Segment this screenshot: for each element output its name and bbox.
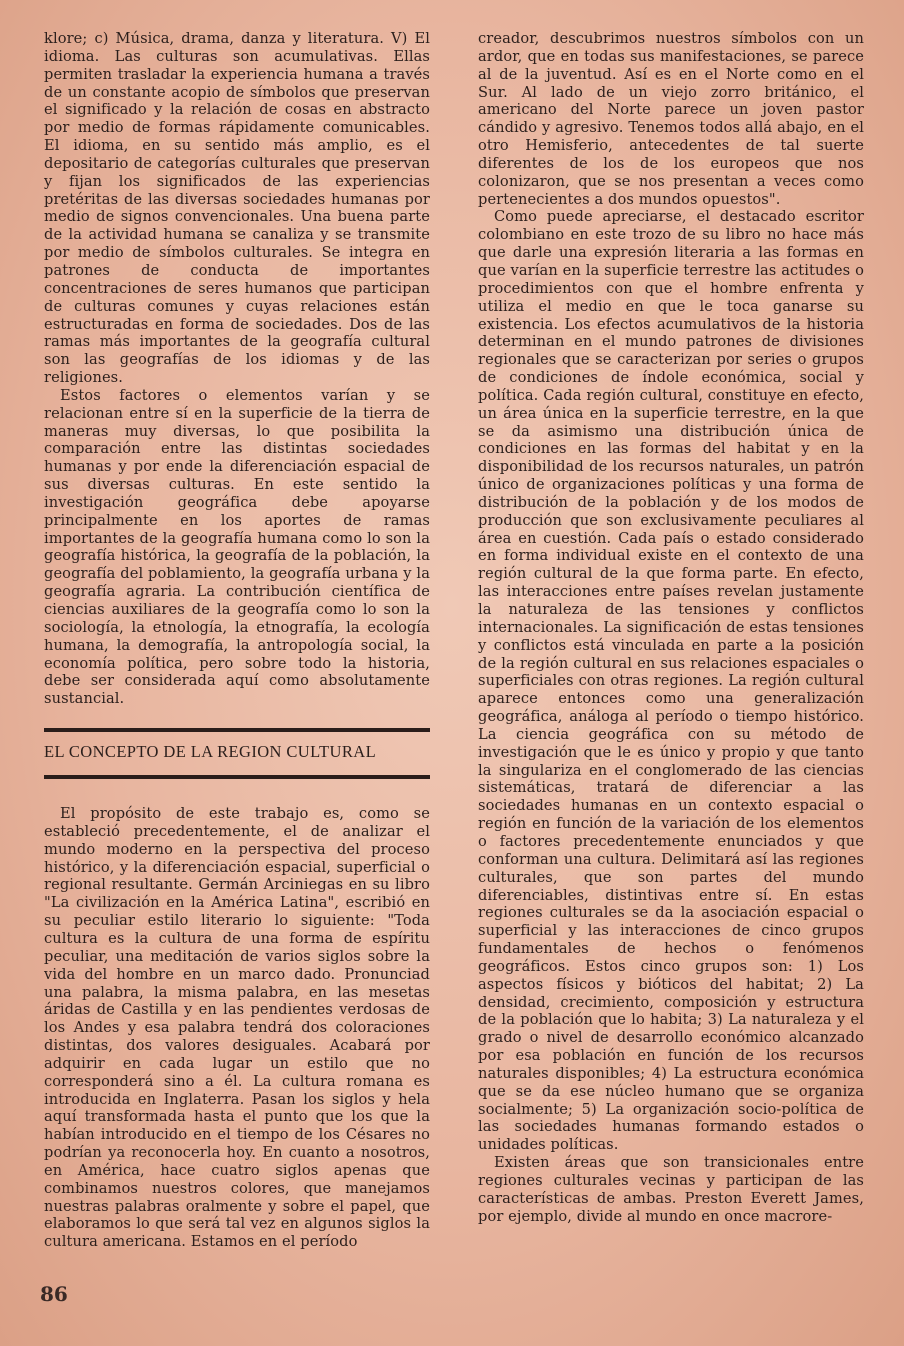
heading-rule-bottom <box>44 775 430 779</box>
left-paragraph-2: Estos factores o elementos varían y se relacionan entre sí en la superficie de la tierra de maneras muy diversas, lo que posibilita la comparación entre las distintas sociedades humanas y por ende la diferenciación espacial de sus diversas culturas. En este sentido la investigación geográfica debe apoyarse principalmente en los aportes de ramas importantes de la geografía humana como lo son la geografía histórica, la geografía de la población, la geografía del poblamiento, la geografía urbana y la geografía agraria. La contribución científica de ciencias auxiliares de la geografía como lo son la sociología, la etnología, la etnografía, la ecología humana, la demografía, la antropología social, la economía política, pero sobre todo la historia, debe ser considerada aquí como absolutamente sustancial. <box>44 386 430 708</box>
section-title: EL CONCEPTO DE LA REGION CULTURAL <box>44 742 377 762</box>
left-paragraph-1: klore; c) Música, drama, danza y literatura. V) El idioma. Las culturas son acumulativas. Ellas permiten trasladar la experiencia humana a través de un constante acopio de símbolos que preservan el significado y la relación de cosas en abstracto por medio de formas rápidamente comunicables. El idioma, en su sentido más amplio, es el depositario de categorías culturales que preservan y fijan los significados de las experiencias pretéritas de las diversas sociedades humanas por medio de signos convencionales. Una buena parte de la actividad humana se canaliza y se transmite por medio de símbolos culturales. Se integra en patrones de conducta de importantes concentraciones de seres humanos que participan de culturas comunes y cuyas relaciones están estructuradas en forma de sociedades. Dos de las ramas más importantes de la geografía cultural son las geografías de los idiomas y de las religiones. <box>44 30 430 387</box>
right-column <box>478 30 864 1226</box>
right-paragraph-1: creador, descubrimos nuestros símbolos con un ardor, que en todas sus manifestaciones, se parece al de la juventud. Así es en el Norte como en el Sur. Al lado de un viejo zorro británico, el americano del Norte parece un joven pastor cándido y agresivo. Tenemos todos allá abajo, en el otro Hemisferio, antecedentes de tal suerte diferentes de los de los europeos que nos colonizaron, que se nos presentan a veces como pertenecientes a dos mundos opuestos". <box>478 30 864 208</box>
section-heading-block <box>44 728 430 779</box>
right-paragraph-2: Como puede apreciarse, el destacado escritor colombiano en este trozo de su libro no hace más que darle una expresión literaria a las formas en que varían en la superficie terrestre las actitudes o procedimientos con que el hombre enfrenta y utiliza el medio en que le toca ganarse su existencia. Los efectos acumulativos de la historia determinan en el mundo patrones de divisiones regionales que se caracterizan por series o grupos de condiciones de índole económica, social y política. Cada región cultural, constituye en efecto, un área única en la superficie terrestre, en la que se da asimismo una distribución única de condiciones en las formas del habitat y en la disponibilidad de los recursos naturales, un patrón único de organizaciones políticas y una forma de distribución de la población y de los modos de producción que son exclusivamente peculiares al área en cuestión. Cada país o estado considerado en forma individual existe en el contexto de una región cultural de la que forma parte. En efecto, las interacciones entre países revelan justamente la naturaleza de las tensiones y conflictos internacionales. La significación de estas tensiones y conflictos está vinculada en parte a la posición de la región cultural en sus relaciones espaciales o superficiales con otras regiones. La región cultural aparece entonces como una generalización geográfica, análoga al período o tiempo histórico. La ciencia geográfica con su método de investigación que le es único y propio y que tanto la singulariza en el conglomerado de las ciencias sistemáticas, tratará de diferenciar a las sociedades humanas en un contexto espacial o región en función de la variación de los elementos o factores precedentemente enunciados y que conforman una cultura. Delimitará así las regiones culturales, que son partes del mundo diferenciables, distintivas entre sí. En estas regiones culturales se da la asociación espacial o superficial y las interacciones de cinco grupos fundamentales de hechos o fenómenos geográficos. Estos cinco grupos son: 1) Los aspectos físicos y bióticos del habitat; 2) La densidad, crecimiento, composición y estructura de la población que lo habita; 3) La naturaleza y el grado o nivel de desarrollo económico alcanzado por esa población en función de los recursos naturales disponibles; 4) La estructura económica que se da ese núcleo humano que se organiza socialmente; 5) La organización socio-política de las sociedades humanas formando estados o unidades políticas. <box>478 208 864 1154</box>
right-paragraph-3: Existen áreas que son transicionales entre regiones culturales vecinas y participan de las características de ambas. Preston Everett James, por ejemplo, divide al mundo en once macrore- <box>478 1154 864 1225</box>
left-paragraph-3: El propósito de este trabajo es, como se estableció precedentemente, el de analizar el mundo moderno en la perspectiva del proceso histórico, y la diferenciación espacial, superficial o regional resultante. Germán Arciniegas en su libro "La civilización en la América Latina", escribió en su peculiar estilo literario lo siguiente: "Toda cultura es la cultura de una forma de espíritu peculiar, una meditación de varios siglos sobre la vida del hombre en un marco dado. Pronunciad una palabra, la misma palabra, en las mesetas áridas de Castilla y en las pendientes verdosas de los Andes y esa palabra tendrá dos coloraciones distintas, dos valores desiguales. Acabará por adquirir en cada lugar un estilo que no corresponderá sino a él. La cultura romana es introducida en Inglaterra. Pasan los siglos y hela aquí transformada hasta el punto que los que la habían introducido en el tiempo de los Césares no podrían ya reconocerla hoy. En cuanto a nosotros, en América, hace cuatro siglos apenas que combinamos nuestros colores, que manejamos nuestras palabras oralmente y sobre el papel, que elaboramos lo que será tal vez en algunos siglos la cultura americana. Estamos en el período <box>44 805 430 1251</box>
left-column <box>44 30 430 1251</box>
page-number: 86 <box>40 1282 68 1306</box>
